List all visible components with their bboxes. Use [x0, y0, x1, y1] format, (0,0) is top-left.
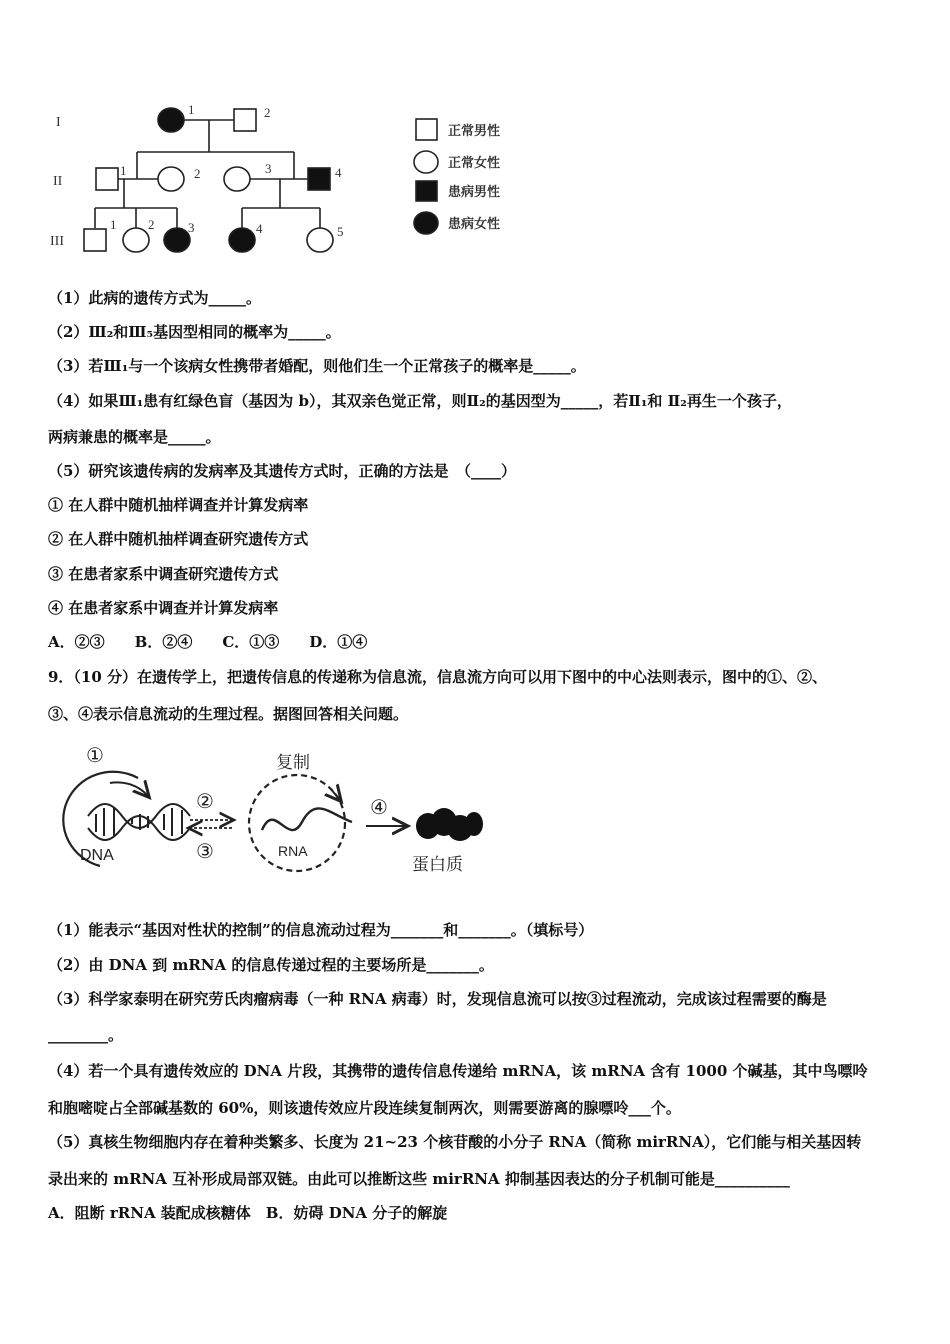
rna-strand [262, 808, 352, 830]
III-4-affected-female [229, 228, 255, 252]
rna-label: RNA [278, 843, 308, 859]
q8-part3: （3）若Ⅲ₁与一个该病女性携带者婚配，则他们生一个正常孩子的概率是_____。 [48, 357, 586, 375]
protein-blob [416, 808, 483, 841]
legend-normal-female: 正常女性 [448, 156, 501, 171]
pedigree-chart [40, 95, 540, 265]
III-1-normal-male [84, 229, 106, 251]
I-1-affected-female [158, 108, 184, 132]
I-2-normal-male [234, 109, 256, 131]
q8-part5: （5）研究该遗传病的发病率及其遗传方式时，正确的方法是 （____） [48, 462, 516, 480]
process-4-label: ④ [370, 795, 388, 819]
dna-helix [88, 804, 190, 840]
q9-part3-line1: （3）科学家泰明在研究劳氏肉瘤病毒（一种 RNA 病毒）时，发现信息流可以按③过程流动，完成该过程需要的酶是 [48, 990, 827, 1008]
q9-intro-line2: ③、④表示信息流动的生理过程。据图回答相关问题。 [48, 705, 409, 723]
q9-part5-line1: （5）真核生物细胞内存在着种类繁多、长度为 21~23 个核苷酸的小分子 RNA（简称 mirRNA），它们能与相关基因转 [48, 1133, 862, 1151]
legend-normal-male-symbol [416, 119, 437, 140]
legend-normal-male: 正常男性 [448, 124, 501, 139]
legend-affected-male-symbol [416, 181, 437, 201]
III-4-num: 4 [256, 221, 263, 236]
legend-affected-female: 患病女性 [448, 217, 501, 232]
q9-part4-line2: 和胞嘧啶占全部碱基数的 60%，则该遗传效应片段连续复制两次，则需要游离的腺嘌呤___个。 [48, 1099, 681, 1117]
legend-normal-female-symbol [414, 151, 438, 173]
III-2-num: 2 [148, 217, 155, 232]
II-4-num: 4 [335, 165, 342, 180]
II-2-normal-female [158, 167, 184, 191]
q8-option-3: ③ 在患者家系中调查研究遗传方式 [48, 565, 279, 583]
q8-part4-line2: 两病兼患的概率是_____。 [48, 428, 221, 446]
q9-part3-line2: ________。 [48, 1026, 124, 1044]
q8-option-2: ② 在人群中随机抽样调查研究遗传方式 [48, 530, 309, 548]
gen-label-I: I [56, 115, 61, 130]
q9-choices: A．阻断 rRNA 装配成核糖体 B．妨碍 DNA 分子的解旋 [48, 1204, 448, 1222]
dna-label: DNA [80, 847, 114, 864]
III-3-affected-female [164, 228, 190, 252]
II-2-num: 2 [194, 166, 201, 181]
III-5-num: 5 [337, 224, 344, 239]
q8-option-4: ④ 在患者家系中调查并计算发病率 [48, 599, 279, 617]
gen-label-III: III [50, 234, 64, 249]
legend-affected-male: 患病男性 [448, 185, 501, 200]
process-3-label: ③ [196, 839, 214, 863]
III-3-num: 3 [188, 220, 195, 235]
III-5-normal-female [307, 228, 333, 252]
q9-part5-line2: 录出来的 mRNA 互补形成局部双链。由此可以推断这些 mirRNA 抑制基因表达的分子机制可能是__________ [48, 1170, 790, 1188]
q9-part2: （2）由 DNA 到 mRNA 的信息传递过程的主要场所是_______。 [48, 956, 494, 974]
II-1-normal-male [96, 168, 118, 190]
q9-intro-line1: 9．（10 分）在遗传学上，把遗传信息的传递称为信息流，信息流方向可以用下图中的中心法则表示，图中的①、②、 [48, 668, 828, 686]
III-1-num: 1 [110, 217, 117, 232]
q8-option-1: ① 在人群中随机抽样调查并计算发病率 [48, 496, 309, 514]
II-4-affected-male [308, 168, 330, 190]
q8-choices: A．②③ B．②④ C．①③ D．①④ [48, 633, 368, 651]
process-1-label: ① [86, 743, 104, 767]
q8-part1: （1）此病的遗传方式为_____。 [48, 289, 261, 307]
III-2-normal-female [123, 228, 149, 252]
gen-label-II: II [53, 174, 63, 189]
q8-part4-line1: （4）如果Ⅲ₁患有红绿色盲（基因为 b），其双亲色觉正常，则Ⅱ₂的基因型为_____，若Ⅱ₁和 Ⅱ₂再生一个孩子， [48, 392, 792, 410]
protein-label: 蛋白质 [412, 855, 463, 875]
I-2-num: 2 [264, 105, 271, 120]
central-dogma-diagram [40, 738, 500, 888]
I-1-num: 1 [188, 102, 195, 117]
II-1-num: 1 [120, 163, 127, 178]
II-3-num: 3 [265, 161, 272, 176]
process-2-label: ② [196, 789, 214, 813]
q9-part4-line1: （4）若一个具有遗传效应的 DNA 片段，其携带的遗传信息传递给 mRNA，该 mRNA 含有 1000 个碱基，其中鸟嘌呤 [48, 1062, 868, 1080]
legend-affected-female-symbol [414, 212, 438, 234]
II-3-normal-female [224, 167, 250, 191]
q8-part2: （2）Ⅲ₂和Ⅲ₅基因型相同的概率为_____。 [48, 323, 341, 341]
q9-part1: （1）能表示“基因对性状的控制”的信息流动过程为_______和_______。（填标号） [48, 921, 594, 939]
replication-label: 复制 [276, 753, 310, 773]
